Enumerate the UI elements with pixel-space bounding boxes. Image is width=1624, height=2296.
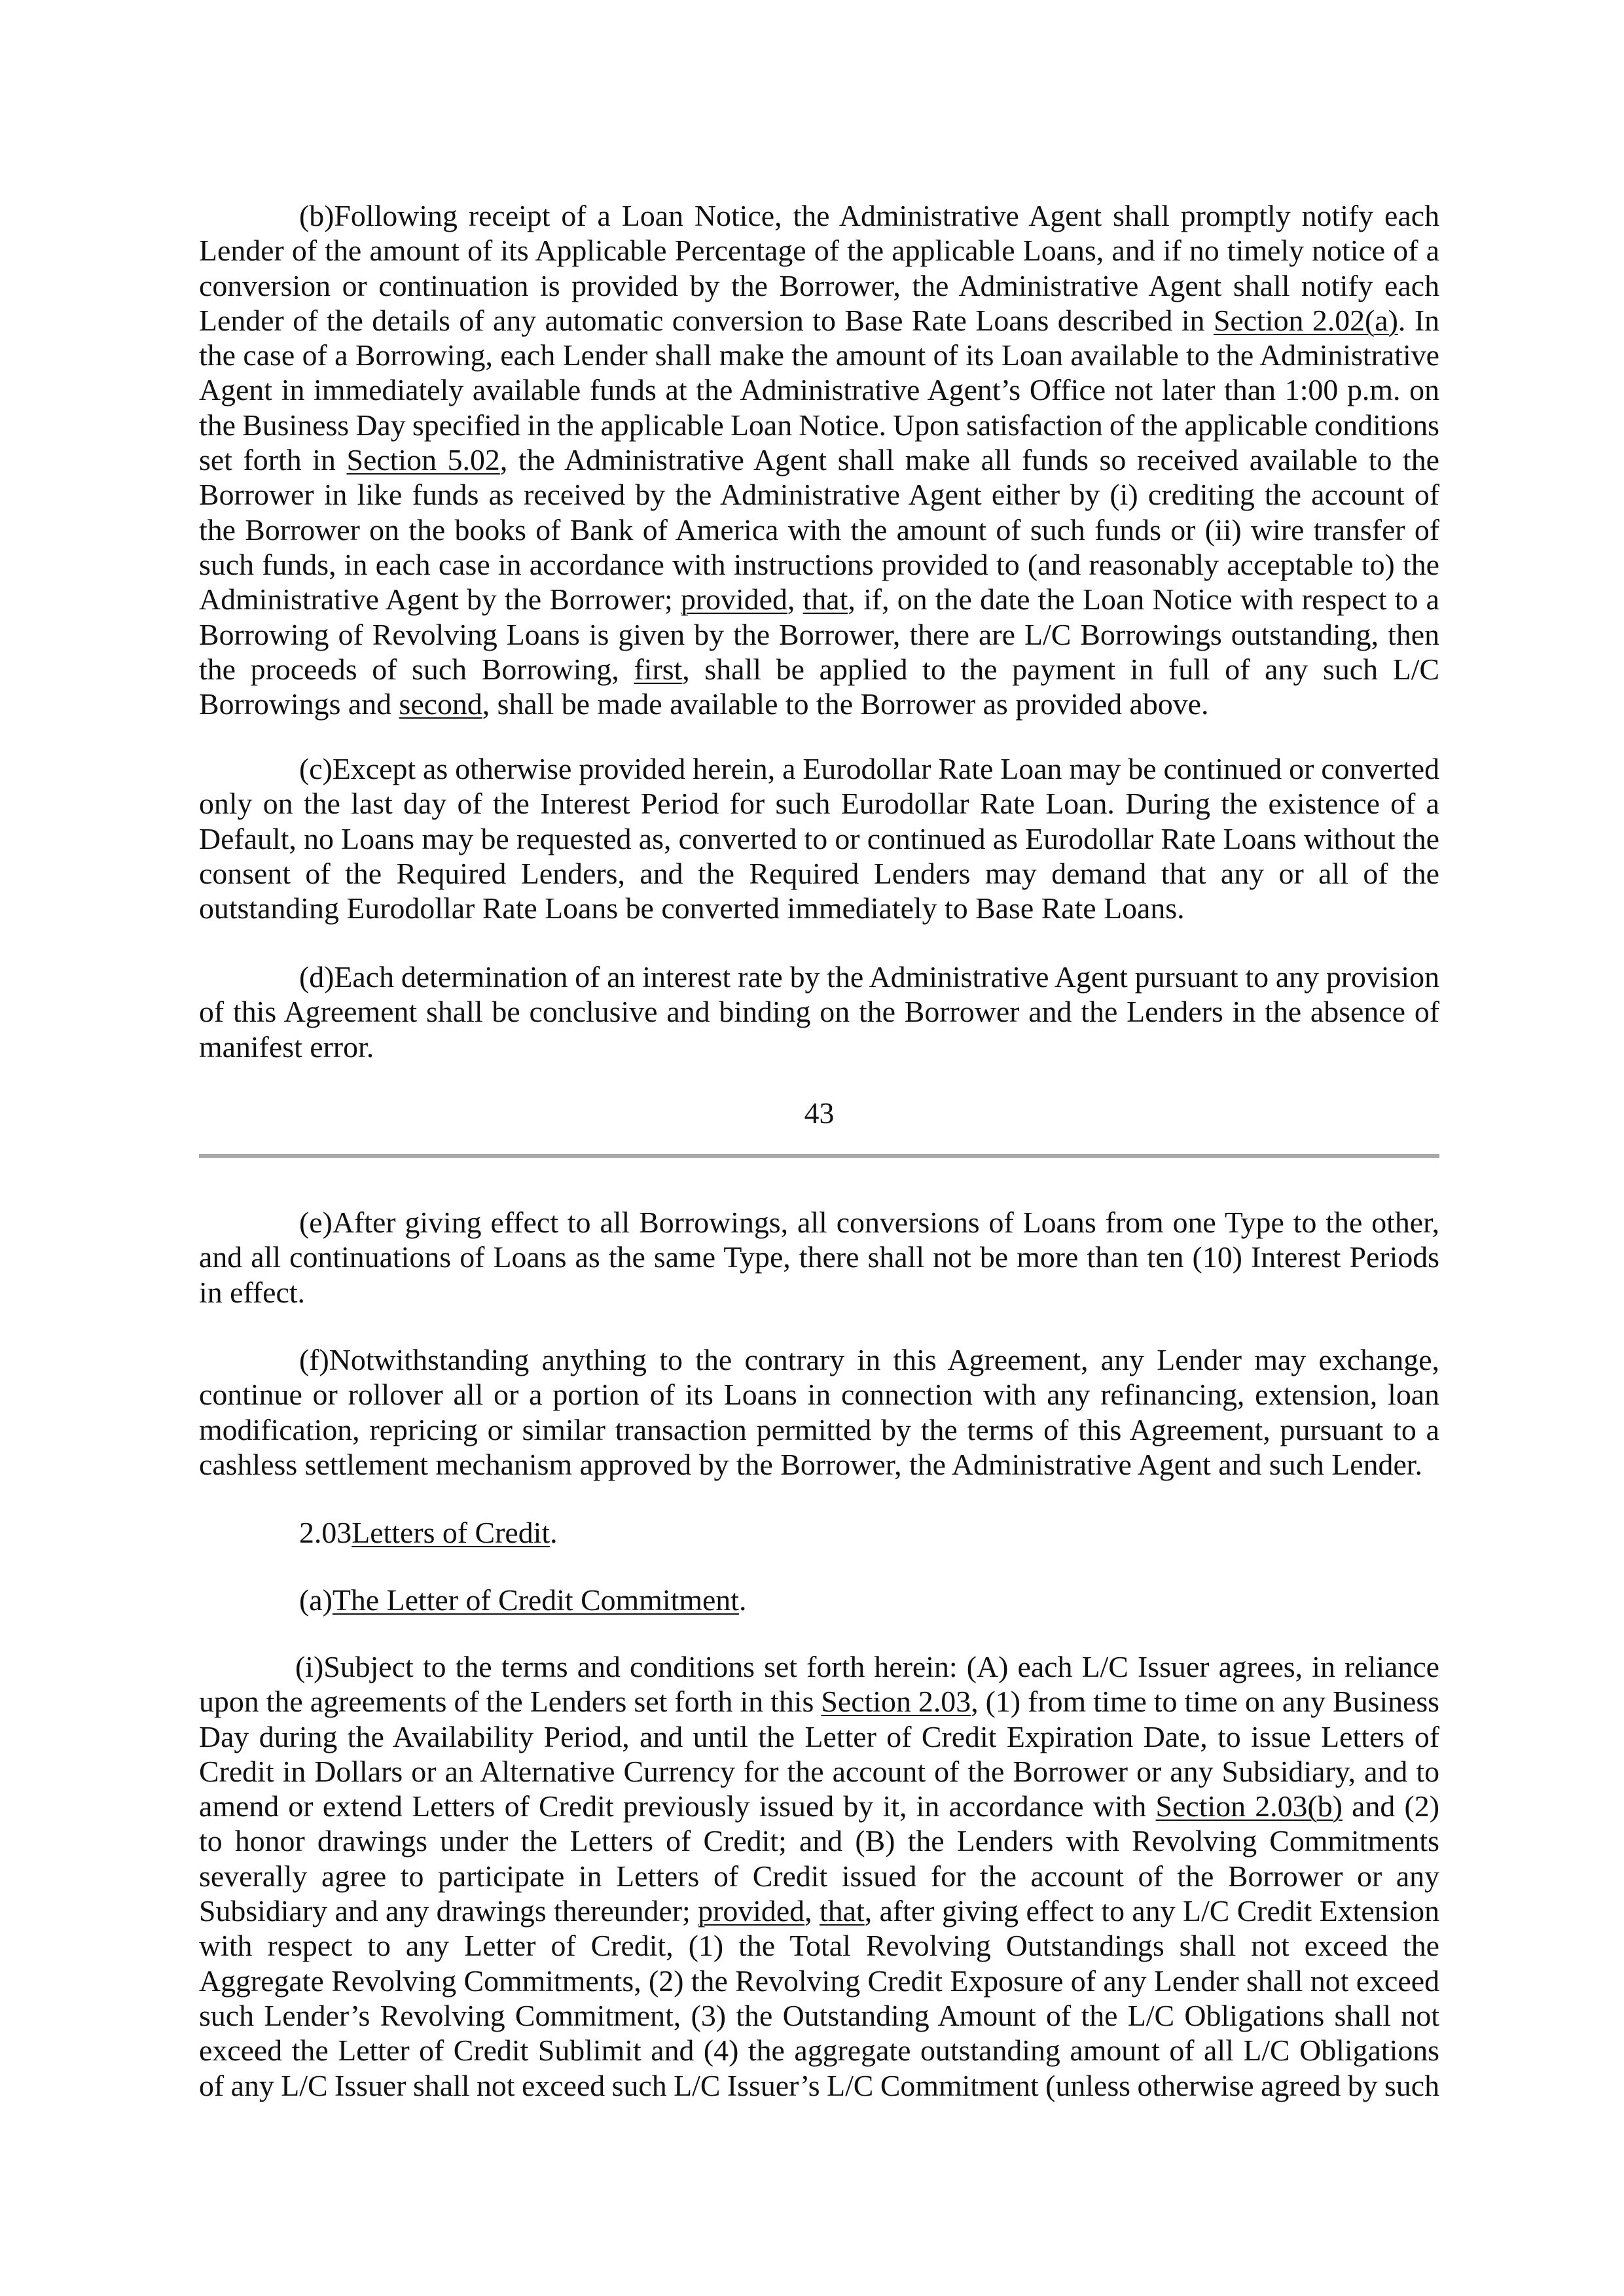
line-text bbox=[199, 1720, 1439, 1753]
text-run: , (1) from time to time on any Business bbox=[971, 1685, 1440, 1719]
paragraph-2-03-a-i bbox=[199, 1649, 1439, 2103]
text-run: Agent in immediately available funds at the Administrative Agent’s Office not later than 1:00 p.m. on bbox=[199, 373, 1439, 407]
line-text bbox=[199, 822, 1439, 855]
underlined-reference: second bbox=[399, 687, 482, 721]
line-text bbox=[299, 1516, 558, 1549]
text-line bbox=[199, 1684, 1439, 1719]
text-line bbox=[199, 1515, 1439, 1550]
text-run: Credit in Dollars or an Alternative Currency for the account of the Borrower or any Subsidiary, and to bbox=[199, 1754, 1439, 1788]
line-text bbox=[199, 583, 1439, 616]
paragraph-2-02-d bbox=[199, 960, 1439, 1064]
text-run: , after giving effect to any L/C Credit Extension bbox=[864, 1894, 1439, 1928]
underlined-reference: that bbox=[803, 583, 848, 617]
text-line bbox=[199, 687, 1439, 721]
text-run: . bbox=[550, 1516, 558, 1549]
line-text bbox=[199, 269, 1439, 302]
line-text bbox=[299, 960, 1439, 994]
line-text bbox=[199, 995, 1439, 1028]
line-text bbox=[199, 1824, 1439, 1857]
line-text bbox=[299, 1583, 746, 1617]
text-line bbox=[199, 1649, 1439, 1684]
line-text bbox=[199, 687, 1208, 721]
line-text bbox=[199, 1276, 305, 1309]
text-line bbox=[199, 1964, 1439, 1998]
text-line bbox=[199, 786, 1439, 821]
text-run: the case of a Borrowing, each Lender shall make the amount of its Loan available to the Administrative bbox=[199, 338, 1439, 372]
text-line bbox=[199, 1754, 1439, 1789]
text-run: consent of the Required Lenders, and the Required Lenders may demand that any or all of the bbox=[199, 856, 1439, 890]
underlined-reference: Section 2.03(b) bbox=[1155, 1789, 1343, 1823]
text-run: . In bbox=[1398, 303, 1440, 337]
text-run: Aggregate Revolving Commitments, (2) the Revolving Credit Exposure of any Lender shall not exceed bbox=[199, 1964, 1439, 1998]
text-run: , bbox=[804, 1894, 820, 1928]
paragraph-2-02-e bbox=[199, 1205, 1439, 1310]
text-run: (d)Each determination of an interest rate by the Administrative Agent pursuant to any provision bbox=[299, 960, 1439, 994]
line-text bbox=[199, 1964, 1439, 1998]
line-text bbox=[199, 857, 1439, 890]
text-line bbox=[199, 338, 1439, 372]
section-heading-2-03 bbox=[199, 1515, 1439, 1550]
text-run: conversion or continuation is provided by the Borrower, the Administrative Agent shall notify each bbox=[199, 268, 1439, 302]
line-text bbox=[199, 373, 1439, 406]
line-text bbox=[199, 1030, 374, 1064]
line-text bbox=[199, 1755, 1439, 1788]
text-line bbox=[199, 960, 1439, 994]
underlined-reference: The Letter of Credit Commitment bbox=[332, 1583, 739, 1617]
text-run: and (2) bbox=[1342, 1789, 1439, 1823]
text-run: only on the last day of the Interest Period for such Eurodollar Rate Loan. During the existence of a bbox=[199, 787, 1439, 821]
text-line bbox=[199, 268, 1439, 303]
text-run: Subsidiary and any drawings thereunder; bbox=[199, 1894, 698, 1928]
text-line bbox=[199, 1719, 1439, 1754]
line-text bbox=[299, 1206, 1439, 1239]
underlined-reference: provided bbox=[698, 1894, 805, 1928]
line-text bbox=[199, 1685, 1439, 1718]
text-run: Default, no Loans may be requested as, converted to or continued as Eurodollar Rate Loans without the bbox=[199, 821, 1439, 855]
line-text bbox=[199, 618, 1439, 651]
text-run: , shall be made available to the Borrower as provided above. bbox=[482, 687, 1209, 721]
text-run: (i)Subject to the terms and conditions set forth herein: (A) each L/C Issuer agrees, in reliance bbox=[295, 1650, 1439, 1683]
text-run: (c)Except as otherwise provided herein, a Eurodollar Rate Loan may be continued or converted bbox=[299, 752, 1439, 785]
line-text bbox=[299, 752, 1439, 785]
line-text bbox=[199, 787, 1439, 820]
underlined-reference: Section 2.02(a) bbox=[1213, 303, 1398, 337]
line-text bbox=[299, 199, 1439, 232]
text-line bbox=[199, 582, 1439, 617]
text-line bbox=[199, 1377, 1439, 1412]
text-line bbox=[199, 1412, 1439, 1447]
text-run: of this Agreement shall be conclusive and binding on the Borrower and the Lenders in the absence of bbox=[199, 995, 1439, 1029]
line-text bbox=[199, 1789, 1439, 1823]
page-number: 43 bbox=[804, 1096, 835, 1130]
text-run: set forth in bbox=[199, 443, 347, 477]
text-run: cashless settlement mechanism approved by the Borrower, the Administrative Agent and such Lender. bbox=[199, 1447, 1422, 1481]
text-line bbox=[199, 372, 1439, 407]
text-run: in effect. bbox=[199, 1275, 306, 1309]
text-run: , shall be applied to the payment in full of any such L/C bbox=[682, 652, 1439, 686]
line-text bbox=[299, 1343, 1439, 1376]
line-text bbox=[199, 1378, 1439, 1411]
text-run: of any L/C Issuer shall not exceed such L/C Issuer’s L/C Commitment (unless otherwise agreed by such bbox=[199, 2068, 1439, 2102]
text-run: with respect to any Letter of Credit, (1) the Total Revolving Outstandings shall not exceed the bbox=[199, 1929, 1439, 1963]
text-line bbox=[199, 856, 1439, 891]
line-text bbox=[199, 338, 1439, 372]
text-run: such funds, in each case in accordance with instructions provided to (and reasonably acceptable to) the bbox=[199, 547, 1439, 581]
text-run: and all continuations of Loans as the same Type, there shall not be more than ten (10) Interest Periods bbox=[199, 1240, 1439, 1274]
line-text bbox=[199, 891, 1185, 925]
text-run: severally agree to participate in Letters of Credit issued for the account of the Borrower or any bbox=[199, 1859, 1439, 1893]
text-line bbox=[199, 2033, 1439, 2068]
text-run: Administrative Agent by the Borrower; bbox=[199, 583, 681, 617]
text-line bbox=[199, 1893, 1439, 1928]
text-line bbox=[199, 1583, 1439, 1617]
text-line bbox=[199, 1205, 1439, 1240]
underlined-reference: Letters of Credit bbox=[352, 1516, 550, 1549]
text-run: the Business Day specified in the applicable Loan Notice. Upon satisfaction of the applicable conditions bbox=[199, 408, 1439, 442]
text-line bbox=[199, 303, 1439, 338]
text-run: , bbox=[787, 583, 803, 617]
underlined-reference: provided bbox=[680, 583, 787, 617]
text-run: outstanding Eurodollar Rate Loans be converted immediately to Base Rate Loans. bbox=[199, 891, 1185, 925]
text-run: Day during the Availability Period, and until the Letter of Credit Expiration Date, to issue Letters of bbox=[199, 1719, 1439, 1753]
text-line bbox=[199, 994, 1439, 1029]
line-text bbox=[199, 653, 1439, 686]
subsection-heading-2-03-a bbox=[199, 1583, 1439, 1617]
text-line bbox=[199, 198, 1439, 233]
text-line bbox=[199, 408, 1439, 442]
line-text bbox=[199, 443, 1439, 476]
line-text bbox=[199, 548, 1439, 581]
line-text bbox=[295, 1650, 1439, 1683]
text-run: Borrower in like funds as received by the Administrative Agent either by (i) crediting the account of bbox=[199, 478, 1439, 512]
text-run: continue or rollover all or a portion of its Loans in connection with any refinancing, extension, loan bbox=[199, 1378, 1439, 1412]
text-line bbox=[199, 652, 1439, 687]
text-run: , the Administrative Agent shall make all funds so received available to the bbox=[499, 443, 1439, 477]
text-line bbox=[199, 1447, 1439, 1482]
text-run: Borrowings and bbox=[199, 687, 399, 721]
paragraph-2-02-b bbox=[199, 198, 1439, 721]
text-line bbox=[199, 1342, 1439, 1377]
text-run: 2.03 bbox=[299, 1516, 352, 1549]
line-text bbox=[199, 513, 1439, 547]
text-line bbox=[199, 1823, 1439, 1858]
text-run: . bbox=[738, 1583, 747, 1617]
text-line bbox=[199, 751, 1439, 786]
text-run: Borrowing of Revolving Loans is given by the Borrower, there are L/C Borrowings outstanding, then bbox=[199, 617, 1439, 651]
text-run: exceed the Letter of Credit Sublimit and (4) the aggregate outstanding amount of all L/C Obligations bbox=[199, 2034, 1439, 2068]
text-line bbox=[199, 1998, 1439, 2033]
text-run: Lender of the details of any automatic conversion to Base Rate Loans described in bbox=[199, 303, 1214, 337]
line-text bbox=[199, 1859, 1439, 1893]
text-run: modification, repricing or similar transaction permitted by the terms of this Agreement, pursuant to a bbox=[199, 1412, 1439, 1446]
line-text bbox=[199, 304, 1439, 337]
text-line bbox=[199, 821, 1439, 856]
text-line bbox=[199, 233, 1439, 268]
page-break-divider bbox=[199, 1154, 1439, 1158]
text-run: , if, on the date the Loan Notice with respect to a bbox=[848, 583, 1439, 617]
text-line bbox=[199, 1789, 1439, 1823]
text-line bbox=[199, 1240, 1439, 1274]
paragraph-2-02-f bbox=[199, 1342, 1439, 1482]
paragraph-2-02-c bbox=[199, 751, 1439, 925]
text-run: (e)After giving effect to all Borrowings, all conversions of Loans from one Type to the other, bbox=[299, 1206, 1439, 1239]
text-run: to honor drawings under the Letters of Credit; and (B) the Lenders with Revolving Commitments bbox=[199, 1824, 1439, 1858]
text-run: such Lender’s Revolving Commitment, (3) the Outstanding Amount of the L/C Obligations shall not bbox=[199, 1998, 1439, 2032]
line-text bbox=[199, 408, 1439, 442]
text-run: the Borrower on the books of Bank of America with the amount of such funds or (ii) wire transfer of bbox=[199, 512, 1439, 547]
text-line bbox=[199, 547, 1439, 582]
text-line bbox=[199, 442, 1439, 477]
underlined-reference: that bbox=[819, 1894, 865, 1928]
text-line bbox=[199, 1030, 1439, 1064]
line-text bbox=[199, 1894, 1439, 1928]
text-run: (b)Following receipt of a Loan Notice, the Administrative Agent shall promptly notify each bbox=[299, 199, 1439, 232]
underlined-reference: Section 2.03 bbox=[821, 1685, 971, 1719]
text-line bbox=[199, 1275, 1439, 1310]
text-run: Lender of the amount of its Applicable Percentage of the applicable Loans, and if no timely notice of a bbox=[199, 234, 1439, 268]
text-run: (a) bbox=[299, 1583, 333, 1617]
text-run: (f)Notwithstanding anything to the contrary in this Agreement, any Lender may exchange, bbox=[299, 1343, 1439, 1376]
underlined-reference: Section 5.02 bbox=[346, 443, 500, 477]
line-text bbox=[199, 1448, 1422, 1481]
text-run: the proceeds of such Borrowing, bbox=[199, 652, 634, 686]
underlined-reference: first bbox=[634, 652, 683, 686]
line-text bbox=[199, 2034, 1439, 2067]
text-run: upon the agreements of the Lenders set forth in this bbox=[199, 1685, 821, 1719]
line-text bbox=[199, 2069, 1439, 2102]
text-line bbox=[199, 1859, 1439, 1893]
line-text bbox=[199, 1999, 1439, 2032]
line-text bbox=[199, 478, 1439, 511]
text-line bbox=[199, 891, 1439, 925]
text-line bbox=[199, 512, 1439, 547]
line-text bbox=[199, 234, 1439, 267]
line-text bbox=[199, 1240, 1439, 1274]
text-run: amend or extend Letters of Credit previously issued by it, in accordance with bbox=[199, 1789, 1156, 1823]
line-text bbox=[199, 1929, 1439, 1962]
text-run: manifest error. bbox=[199, 1030, 374, 1064]
line-text bbox=[199, 1413, 1439, 1446]
text-line bbox=[199, 2068, 1439, 2103]
text-line bbox=[199, 1928, 1439, 1963]
text-line bbox=[199, 617, 1439, 652]
text-line bbox=[199, 477, 1439, 512]
